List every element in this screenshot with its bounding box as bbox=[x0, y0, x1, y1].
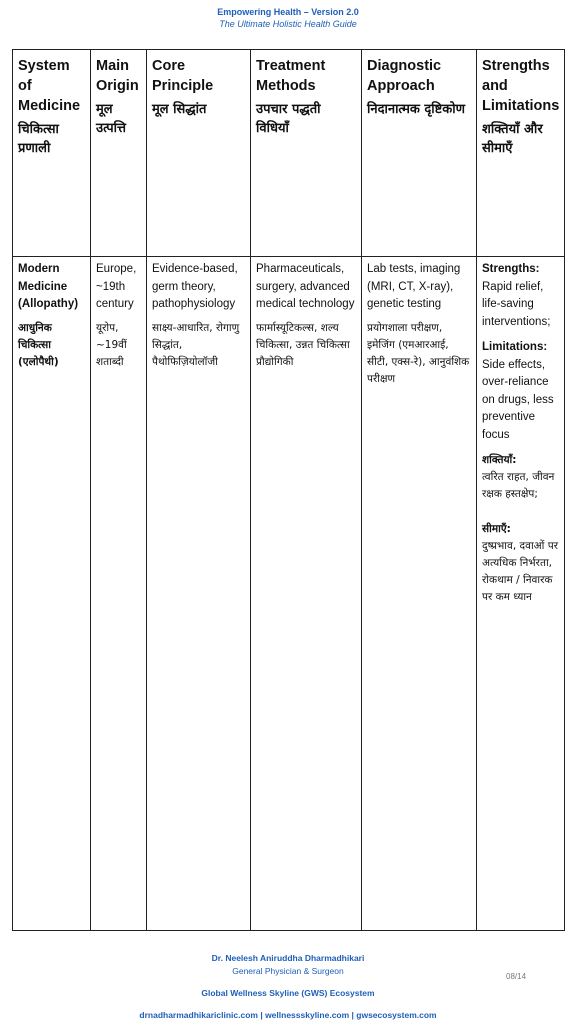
header-cell-treatment bbox=[251, 50, 362, 257]
header-treatment-hi: उपचार पद्धती विधियाँ bbox=[256, 102, 321, 136]
table-header-row bbox=[13, 50, 565, 257]
footer-ecosystem: Global Wellness Skyline (GWS) Ecosystem bbox=[201, 988, 375, 998]
header-treatment-en: Treatment Methods bbox=[256, 58, 326, 94]
cell-system bbox=[13, 257, 91, 931]
diagnostic-en: Lab tests, imaging (MRI, CT, X-ray), genetic testing bbox=[367, 263, 461, 310]
footer-role: General Physician & Surgeon bbox=[232, 966, 344, 976]
cell-origin bbox=[91, 257, 147, 931]
header-strengths-en: Strengths and Limitations bbox=[482, 58, 560, 114]
footer-links[interactable]: drnadharmadhikariclinic.com | wellnessskyline.com | gwsecosystem.com bbox=[139, 1010, 437, 1020]
header-diagnostic-hi: निदानात्मक दृष्टिकोण bbox=[367, 102, 465, 117]
header-cell-principle bbox=[147, 50, 251, 257]
principle-en: Evidence-based, germ theory, pathophysiology bbox=[152, 263, 238, 310]
hi-limitations-text: दुष्प्रभाव, दवाओं पर अत्यधिक निर्भरता, रोकथाम / निवारक पर कम ध्यान bbox=[482, 540, 559, 603]
header-cell-origin bbox=[91, 50, 147, 257]
principle-hi: साक्ष्य-आधारित, रोगाणु सिद्धांत, पैथोफिज़ियोलॉजी bbox=[152, 321, 240, 368]
limitations-text: Side effects, over-reliance on drugs, less preventive focus bbox=[482, 358, 554, 441]
doc-title: Empowering Health – Version 2.0 bbox=[217, 7, 359, 17]
table-row bbox=[13, 257, 565, 931]
header-origin-hi: मूल उत्पत्ति bbox=[96, 102, 126, 136]
system-en: Modern Medicine (Allopathy) bbox=[18, 263, 79, 310]
treatment-en: Pharmaceuticals, surgery, advanced medical technology bbox=[256, 263, 355, 310]
cell-strengths bbox=[477, 257, 565, 931]
doc-subtitle: The Ultimate Holistic Health Guide bbox=[219, 19, 357, 29]
origin-hi: यूरोप, ~19वीं शताब्दी bbox=[96, 321, 127, 368]
header-principle-hi: मूल सिद्धांत bbox=[152, 102, 207, 117]
footer-author: Dr. Neelesh Aniruddha Dharmadhikari bbox=[211, 953, 365, 963]
system-hi: आधुनिक चिकित्सा (एलोपैथी) bbox=[18, 321, 59, 368]
header-cell-system bbox=[13, 50, 91, 257]
strengths-text: Rapid relief, life-saving interventions; bbox=[482, 280, 551, 328]
limitations-label: Limitations: bbox=[482, 341, 548, 353]
cell-principle bbox=[147, 257, 251, 931]
strengths-label: Strengths: bbox=[482, 263, 540, 275]
cell-treatment bbox=[251, 257, 362, 931]
origin-en: Europe, ~19th century bbox=[96, 263, 137, 310]
header-cell-strengths bbox=[477, 50, 565, 257]
hi-limitations-label: सीमाएँ: bbox=[482, 523, 511, 535]
header-system-en: System of Medicine bbox=[18, 58, 81, 114]
cell-diagnostic bbox=[362, 257, 477, 931]
medicine-comparison-table bbox=[12, 49, 565, 931]
header-principle-en: Core Principle bbox=[152, 58, 214, 94]
diagnostic-hi: प्रयोगशाला परीक्षण, इमेजिंग (एमआरआई, सीटी, एक्स-रे), आनुवंशिक परीक्षण bbox=[367, 321, 470, 385]
header-strengths-hi: शक्तियाँ और सीमाएँ bbox=[482, 122, 543, 156]
header-origin-en: Main Origin bbox=[96, 58, 139, 94]
header-cell-diagnostic bbox=[362, 50, 477, 257]
treatment-hi: फार्मास्यूटिकल्स, शल्य चिकित्सा, उन्नत चिकित्सा प्रौद्योगिकी bbox=[256, 321, 350, 368]
hi-strengths-label: शक्तियाँ: bbox=[482, 454, 517, 466]
hi-strengths-text: त्वरित राहत, जीवन रक्षक हस्तक्षेप; bbox=[482, 471, 555, 500]
header-diagnostic-en: Diagnostic Approach bbox=[367, 58, 442, 94]
page-header bbox=[0, 6, 576, 30]
page-number: 08/14 bbox=[506, 972, 527, 981]
header-system-hi: चिकित्सा प्रणाली bbox=[18, 122, 59, 156]
